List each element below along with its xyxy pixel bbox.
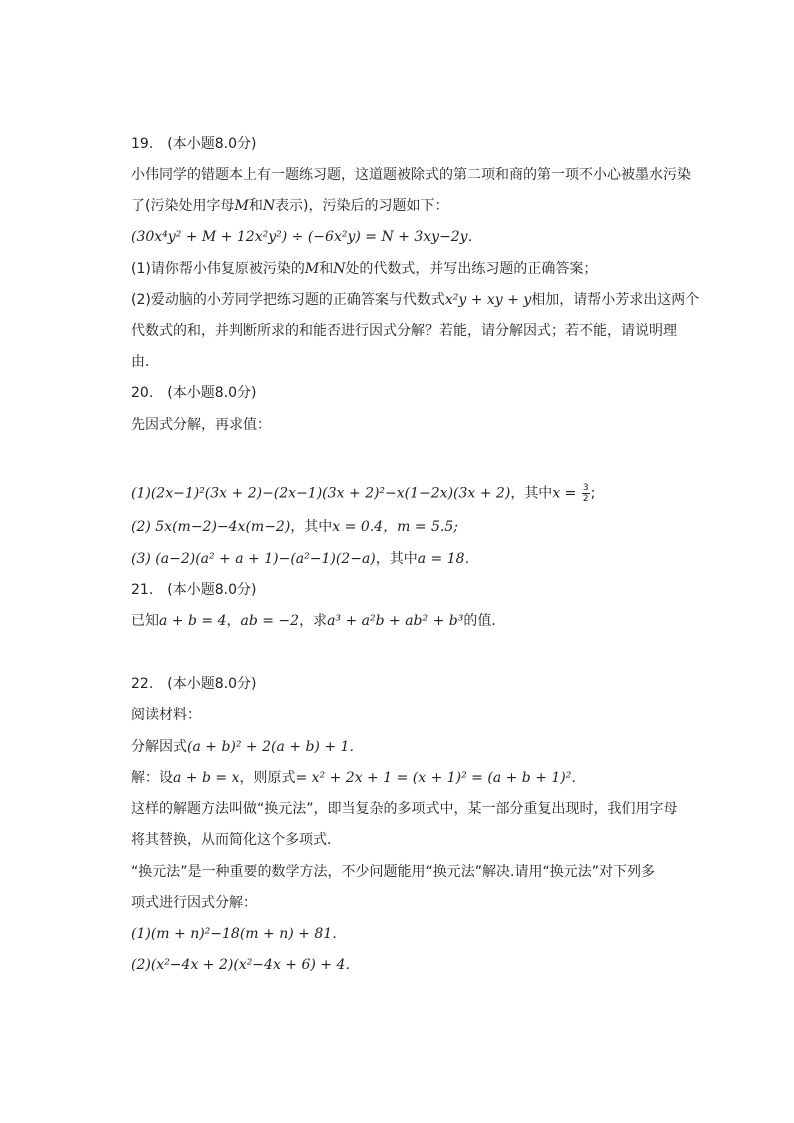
- q22-paragraph-line3: “换元法”是一种重要的数学方法，不少问题能用“换元法”解决.请用“换元法”对下列多: [131, 864, 655, 880]
- q19-var-n: N: [262, 198, 276, 214]
- q19-subquestion-1: [131, 259, 597, 279]
- q21-text: 已知: [131, 613, 159, 629]
- q19-subquestion-2-line2: 代数式的和，并判断所求的和能否进行因式分解？若能，请分解因式；若不能，请说明理: [131, 323, 677, 339]
- q22-subquestion-2: (2)(x²−4x + 2)(x²−4x + 6) + 4．: [131, 957, 360, 973]
- q20-text: ，其中: [290, 519, 333, 535]
- q22-paragraph-line4: 项式进行因式分解：: [131, 895, 257, 911]
- q22-material-line1: [131, 737, 363, 757]
- q20-intro: 先因式分解，再求值：: [131, 417, 271, 433]
- q20-expression-1: (1)(2x−1)²(3x + 2)−(2x−1)(3x + 2)²−x(1−2x)(3x + 2): [131, 485, 511, 502]
- q20-expression-2: (2) 5x(m−2)−4x(m−2): [131, 519, 291, 535]
- q20-subquestion-2: [131, 517, 458, 537]
- q20-values-3: a = 18．: [417, 551, 479, 567]
- q22-text: 解：设: [131, 770, 173, 786]
- q19-text: (1)请你帮小伟复原被污染的: [131, 261, 305, 277]
- q21-header: 21. (本小题8.0分): [131, 582, 257, 598]
- q21-body: [131, 611, 505, 631]
- fraction-denominator: 2: [582, 494, 589, 504]
- q22-text: ，则原式: [239, 770, 296, 786]
- q21-expression: a³ + a²b + ab² + b³: [327, 613, 464, 629]
- q21-expression: a + b = 4: [159, 613, 227, 629]
- q22-header: 22. (本小题8.0分): [131, 676, 257, 692]
- q20-values-2: x = 0.4，m = 5.5;: [332, 519, 458, 535]
- q22-intro: 阅读材料：: [131, 707, 201, 723]
- q20-subquestion-1: [131, 483, 595, 504]
- q19-expression: x²y + xy + y: [444, 292, 532, 308]
- q19-text: 处的代数式，并写出练习题的正确答案；: [345, 261, 598, 277]
- q19-equation: (30x⁴y² + M + 12x²y²) ÷ (−6x²y) = N + 3xy−2y．: [131, 229, 482, 245]
- q19-text: 和: [319, 261, 334, 277]
- q22-expression: a + b = x: [173, 770, 240, 786]
- q20-text: ，其中: [510, 485, 553, 502]
- q22-paragraph-line2: 将其替换，从而简化这个多项式．: [131, 832, 341, 848]
- q19-text: 表示)，污染后的习题如下：: [275, 198, 449, 214]
- q19-var-m: M: [304, 261, 320, 277]
- q21-expression: ab = −2: [240, 613, 300, 629]
- q19-header: 19. (本小题8.0分): [131, 136, 257, 152]
- q19-subquestion-2-line3: 由．: [131, 354, 159, 370]
- q19-paragraph-line1: 小伟同学的错题本上有一题练习题，这道题被除式的第二项和商的第一项不小心被墨水污染: [131, 167, 691, 183]
- q20-expression-3: (3) (a−2)(a² + a + 1)−(a²−1)(2−a): [131, 551, 376, 567]
- q20-var-x: x =: [552, 485, 581, 502]
- q20-fraction: [582, 483, 590, 504]
- q19-text: (2)爱动脑的小芳同学把练习题的正确答案与代数式: [131, 292, 445, 308]
- q19-text: 和: [248, 198, 263, 214]
- fraction-numerator: 3: [582, 483, 589, 493]
- q19-var-m: M: [234, 198, 249, 214]
- q22-subquestion-1: (1)(m + n)²−18(m + n) + 81．: [131, 926, 347, 942]
- q19-subquestion-2-line1: [131, 290, 699, 310]
- q19-paragraph-line2: [131, 196, 449, 216]
- q20-header: 20. (本小题8.0分): [131, 385, 257, 401]
- q20-text: ，其中: [375, 551, 418, 567]
- q21-text: ，: [226, 613, 241, 629]
- q22-material-line2: [131, 768, 585, 788]
- q21-text: 的值．: [463, 613, 506, 629]
- q20-subquestion-3: [131, 549, 479, 569]
- q19-var-n: N: [333, 261, 346, 277]
- q19-text: 相加，请帮小芳求出这两个: [531, 292, 700, 308]
- q19-text: 了(污染处用字母: [131, 198, 235, 214]
- q22-paragraph-line1: 这样的解题方法叫做“换元法”，即当复杂的多项式中，某一部分重复出现时，我们用字母: [131, 801, 678, 817]
- q21-text: ，求: [299, 613, 328, 629]
- q22-expression: (a + b)² + 2(a + b) + 1．: [187, 739, 364, 755]
- q22-expression: = x² + 2x + 1 = (x + 1)² = (a + b + 1)²．: [295, 770, 586, 786]
- q20-text: ;: [590, 485, 596, 502]
- q22-text: 分解因式: [131, 739, 187, 755]
